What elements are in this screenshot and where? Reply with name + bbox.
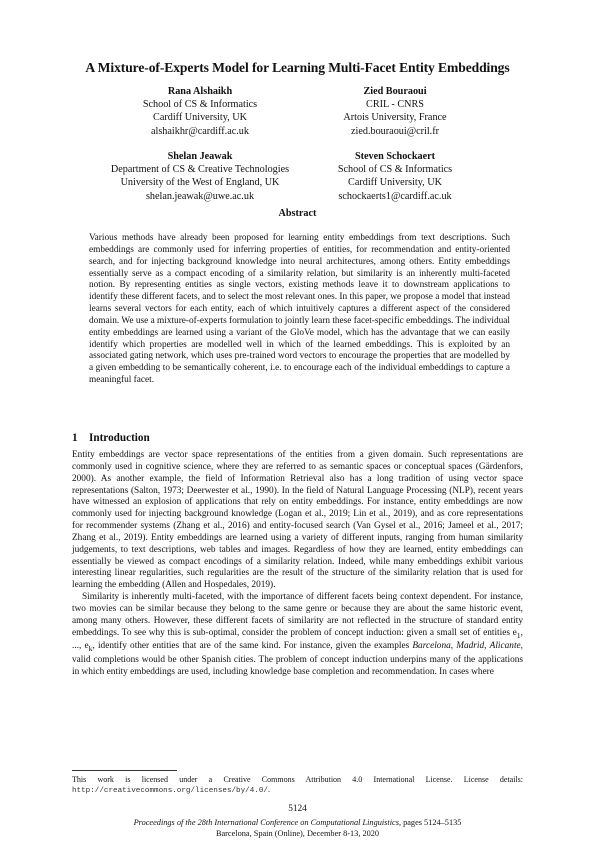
abstract-heading: Abstract <box>278 208 317 219</box>
author-affiliation: Department of CS & Creative Technologies <box>110 164 290 176</box>
author-affiliation: Artois University, France <box>343 112 447 124</box>
author-email: alshaikhr@cardiff.ac.uk <box>150 125 249 137</box>
author-affiliation: University of the West of England, UK <box>120 177 280 189</box>
proceedings-footer <box>0 818 595 839</box>
section-number: 1 <box>72 432 78 444</box>
subscript: k <box>88 644 93 654</box>
author-email: shelan.jeawak@uwe.ac.uk <box>145 190 255 202</box>
author-name: Rana Alshaikh <box>167 86 233 97</box>
author-email: zied.bouraoui@cril.fr <box>350 125 440 137</box>
proceedings-title: Proceedings of the 28th International Conference on Computational Linguistics <box>133 818 399 827</box>
author-affiliation: School of CS & Informatics <box>337 164 453 176</box>
author-name: Steven Schockaert <box>354 151 436 162</box>
footnote-rule <box>72 770 177 771</box>
body-text <box>72 450 523 679</box>
abstract-text: Various methods have already been proposed for learning entity embeddings from text descriptions. Such embeddings are commonly used for inferring properties of entities, for recommendation and entity-oriented search, and for injecting background knowledge into neural architectures, among others. Entity embeddings essentially serve as a compact encoding of a similarity relation, but similarity is an inherently multi-faceted notion. By representing entities as single vectors, existing methods leave it to downstream applications to identify these different facets, and to select the most relevant ones. In this paper, we propose a model that instead learns several vectors for each entity, each of which intuitively captures a different aspect of the considered domain. We use a mixture-of-experts formulation to jointly learn these facet-specific embeddings. The individual entity embeddings are learned using a variant of the GloVe model, which has the advantage that we can easily identify which properties are modelled well in which of the learned embeddings. This is exploited by an associated gating network, which uses pre-trained word vectors to encourage the properties that are modelled by a given embedding to be semantically coherent, i.e. to encourage each of the individual embeddings to capture a meaningful facet. <box>89 233 511 386</box>
author-email: schockaerts1@cardiff.ac.uk <box>338 190 452 202</box>
paragraph: Entity embeddings are vector space representations of the entities from a given domain. Such representations are commonly used in cognitive science, where they are referred to as semantic spaces or conceptual spaces (Gärdenfors, 2000). As another example, the field of Information Retrieval also has a long tradition of using vector space representations (Salton, 1973; Deerwester et al., 1990). In the field of Natural Language Processing (NLP), recent years have witnessed an explosion of applications that rely on entity embeddings. For instance, entity embeddings are now commonly used for injecting background knowledge (Logan et al., 2019; Lin et al., 2019), and as core representations for recommender systems (Zhang et al., 2016) and entity-focused search (Van Gysel et al., 2016; Jameel et al., 2017; Zhang et al., 2019). Entity embeddings are learned using a variety of different inputs, ranging from human similarity judgements, to text descriptions, web tables and images. Regardless of how they are learned, entity embeddings can essentially be viewed as compact encodings of a similarity relation. Indeed, while many embeddings exhibit various interesting linear regularities, such regularities are the result of the structure of the similarity relation that is used for learning the embedding (Allen and Hospedales, 2019). <box>72 450 523 591</box>
section-heading <box>72 432 150 444</box>
section-title: Introduction <box>89 432 150 444</box>
author-affiliation: Cardiff University, UK <box>348 177 442 189</box>
page-number: 5124 <box>288 804 307 814</box>
subscript: 1 <box>516 630 521 640</box>
license-link[interactable]: http://creativecommons.org/licenses/by/4.0/ <box>72 787 268 795</box>
text-run: , <box>484 641 490 652</box>
author-affiliation: CRIL - CNRS <box>366 99 424 111</box>
author-block <box>265 150 525 203</box>
paragraph <box>72 592 523 679</box>
text-run: Similarity is inherently multi-faceted, with the importance of different facets being context dependent. For instance, two movies can be similar because they belong to the same genre or because they are about the same historic event, among many others. However, these different facets of similarity are not reflected in the structure of standard entity embeddings. To see why this is sub-optimal, consider the problem of concept induction: given a small set of entities e <box>72 592 523 638</box>
author-block <box>265 85 525 138</box>
example-term: Barcelona <box>412 641 451 652</box>
author-affiliation: Cardiff University, UK <box>153 112 247 124</box>
example-term: Alicante <box>489 641 521 652</box>
author-affiliation: School of CS & Informatics <box>142 99 258 111</box>
text-run: , ..., e <box>72 627 523 652</box>
paper-title: A Mixture-of-Experts Model for Learning Multi-Facet Entity Embeddings <box>85 60 510 75</box>
example-term: Madrid <box>456 641 485 652</box>
footnote-text: . <box>267 785 270 794</box>
text-run: , identify other entities that are of the same kind. For instance, given the examples <box>92 641 413 652</box>
footnote <box>72 775 523 796</box>
footnote-text: This work is licensed under a Creative Commons Attribution 4.0 International License. License details: <box>72 775 523 784</box>
text-run: , valid completions would be other Spanish cities. The problem of concept induction underpins many of the applications in which entity embeddings are used, including knowledge base completion and recommendation. In cases where <box>72 641 523 677</box>
author-name: Shelan Jeawak <box>167 151 233 162</box>
author-name: Zied Bouraoui <box>363 86 427 97</box>
proceedings-location: Barcelona, Spain (Online), December 8-13, 2020 <box>215 828 380 838</box>
text-run: , <box>450 641 457 652</box>
proceedings-pages: , pages 5124–5135 <box>398 818 462 827</box>
